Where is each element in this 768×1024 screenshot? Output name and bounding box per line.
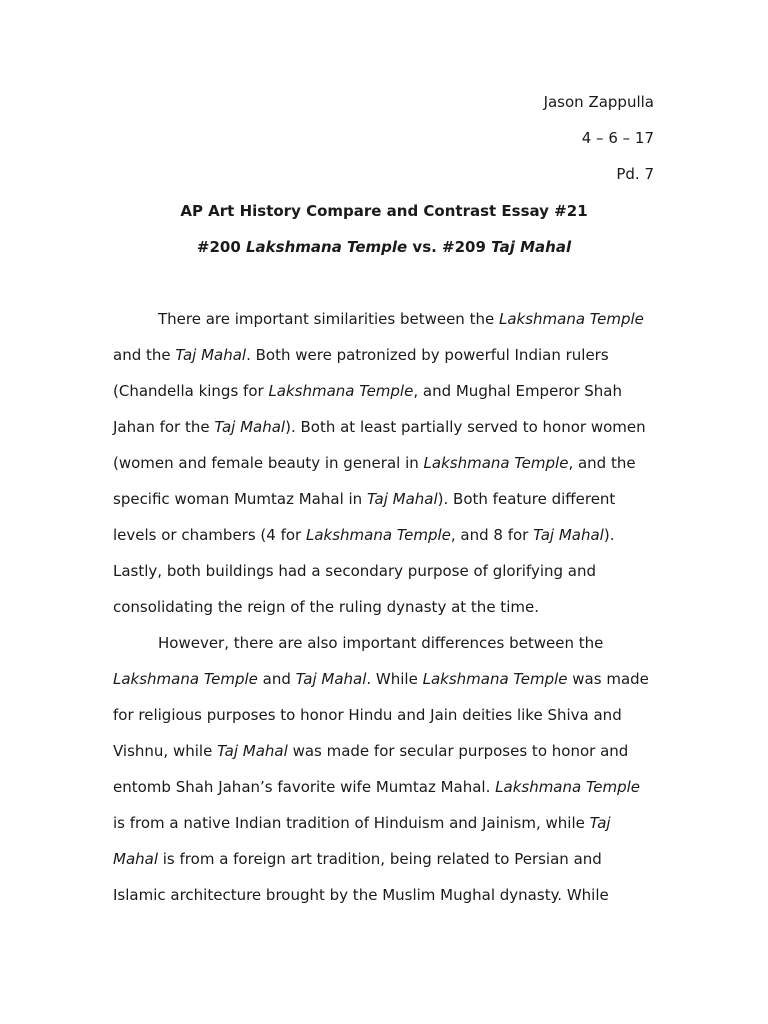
essay-line [113, 525, 614, 545]
essay-line [113, 741, 628, 761]
essay-line [113, 885, 609, 905]
text-run: levels or chambers (4 for [113, 526, 306, 544]
essay-line [158, 633, 603, 653]
italic-title: Lakshmana Temple [268, 382, 414, 400]
text-run: and the [113, 346, 176, 364]
text-run: However, there are also important differences between the [158, 634, 604, 652]
text-run: for religious purposes to honor Hindu and Jain deities like Shiva and [113, 706, 622, 724]
text-run: (women and female beauty in general in [113, 454, 424, 472]
text-run: Lastly, both buildings had a secondary purpose of glorifying and [113, 562, 597, 580]
text-run: Islamic architecture brought by the Muslim Mughal dynasty. While [113, 886, 609, 904]
text-run: , and Mughal Emperor Shah [413, 382, 622, 400]
text-run: and [257, 670, 296, 688]
italic-title: Mahal [113, 850, 158, 868]
text-run: was made [567, 670, 649, 688]
text-run: , and 8 for [450, 526, 534, 544]
essay-line [113, 561, 596, 581]
text-run: , and the [568, 454, 636, 472]
text-run: (Chandella kings for [113, 382, 269, 400]
essay-line [113, 453, 636, 473]
italic-title: Lakshmana Temple [498, 310, 644, 328]
essay-line [113, 597, 539, 617]
essay-line [113, 705, 622, 725]
italic-title: Taj Mahal [295, 670, 367, 688]
text-run: is from a native Indian tradition of Hinduism and Jainism, while [113, 814, 590, 832]
italic-title: Lakshmana Temple [113, 670, 258, 688]
text-run: specific woman Mumtaz Mahal in [113, 490, 367, 508]
author-name: Jason Zappulla [543, 93, 654, 111]
text-run: is from a foreign art tradition, being related to Persian and [158, 850, 602, 868]
text-run: . While [366, 670, 423, 688]
essay-line [113, 417, 646, 437]
essay-line [113, 669, 649, 689]
text-run: ). Both at least partially served to honor women [285, 418, 646, 436]
italic-title: Taj Mahal [175, 346, 247, 364]
text-run: There are important similarities between the [158, 310, 499, 328]
italic-title: Taj Mahal [214, 418, 286, 436]
text-run: consolidating the reign of the ruling dynasty at the time. [113, 598, 539, 616]
italic-title: Taj Mahal [366, 490, 438, 508]
italic-title: Lakshmana Temple [422, 670, 568, 688]
essay-date: 4 – 6 – 17 [581, 129, 654, 147]
text-run: ). Both feature different [437, 490, 616, 508]
essay-line [113, 345, 609, 365]
text-run: entomb Shah Jahan’s favorite wife Mumtaz Mahal. [113, 778, 496, 796]
italic-title: Taj Mahal [217, 742, 288, 760]
essay-line [113, 777, 640, 797]
essay-line [113, 813, 611, 833]
text-run: . Both were patronized by powerful Indian rulers [246, 346, 609, 364]
essay-line [113, 381, 622, 401]
italic-title: Lakshmana Temple [495, 778, 641, 796]
italic-title: Lakshmana Temple [305, 526, 451, 544]
text-run: was made for secular purposes to honor and [287, 742, 629, 760]
essay-line [113, 849, 602, 869]
italic-title: Taj Mahal [533, 526, 604, 544]
essay-line [113, 489, 615, 509]
text-run: ). [603, 526, 615, 544]
class-period: Pd. 7 [616, 165, 654, 183]
essay-line [158, 309, 644, 329]
text-run: Jahan for the [113, 418, 215, 436]
italic-title: Lakshmana Temple [423, 454, 569, 472]
text-run: Vishnu, while [113, 742, 218, 760]
essay-subtitle: #200 Lakshmana Temple vs. #209 Taj Mahal [196, 238, 572, 256]
essay-title: AP Art History Compare and Contrast Essay #21 [180, 202, 588, 220]
italic-title: Taj [589, 814, 611, 832]
